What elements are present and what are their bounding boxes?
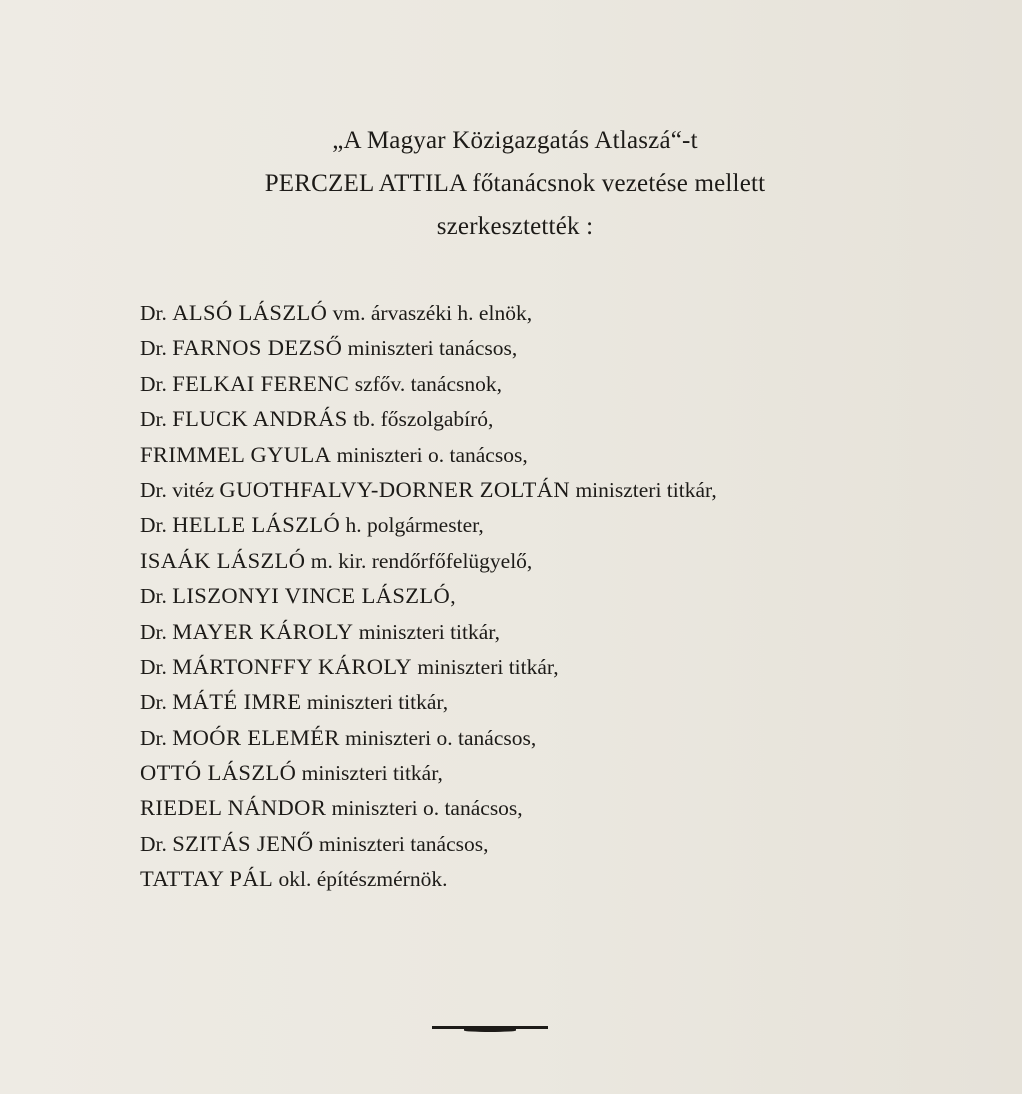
editor-name: MÁRTONFFY KÁROLY [172,653,412,679]
editor-title: miniszteri o. tanácsos, [326,796,523,821]
editor-title: szfőv. tanácsnok, [349,371,502,396]
editor-name: RIEDEL NÁNDOR [140,795,327,821]
editor-prefix: Dr. [140,371,173,396]
editor-title: miniszteri o. tanácsos, [339,725,537,750]
editor-list-item [140,330,717,365]
editor-name: ALSÓ LÁSZLÓ [172,300,328,325]
editor-list-item [140,826,717,861]
ornament-tip [464,1029,516,1032]
editor-prefix: Dr. [140,725,173,750]
editor-prefix: Dr. [140,690,173,715]
editor-name: FELKAI FERENC [172,370,350,396]
editor-name: LISZONYI VINCE LÁSZLÓ [172,583,451,609]
editor-name: MAYER KÁROLY [172,618,354,644]
editor-prefix: Dr. [140,513,173,538]
editor-title: miniszteri tanácsos, [342,336,518,361]
editor-title: miniszteri tanácsos, [313,831,489,856]
editor-title: , [450,584,456,609]
editor-list-item [140,295,717,330]
editor-list [140,295,717,897]
editor-name: ISAÁK LÁSZLÓ [140,547,306,573]
editor-name: FRIMMEL GYULA [140,441,332,467]
ornamental-rule-icon [432,1026,548,1038]
editor-prefix: Dr. [140,336,173,361]
editor-name: FARNOS DEZSŐ [172,335,343,361]
editor-prefix: Dr. [140,584,173,609]
editor-prefix: Dr. [140,619,173,644]
editor-list-item [140,401,717,436]
editor-prefix: Dr. [140,301,173,325]
editor-title: tb. főszolgabíró, [347,407,494,432]
editor-list-item [140,755,717,790]
editor-title: miniszteri titkár, [301,690,449,715]
editor-title: miniszteri titkár, [296,761,443,786]
editor-list-item [140,543,717,578]
heading-atlas-title: „A Magyar Közigazgatás Atlaszá“-t [332,127,698,154]
editor-list-item [140,437,717,472]
editor-list-item [140,366,717,401]
editor-list-item [140,578,717,613]
editor-list-item [140,614,717,649]
editor-name: MOÓR ELEMÉR [172,724,340,750]
editor-name: HELLE LÁSZLÓ [172,512,341,538]
editor-name: MÁTÉ IMRE [172,689,302,715]
editor-name: OTTÓ LÁSZLÓ [140,760,297,786]
editor-title: miniszteri titkár, [570,477,717,502]
editor-title: miniszteri titkár, [411,654,559,679]
editor-list-item [140,507,717,542]
editor-name: SZITÁS JENŐ [172,830,314,856]
editor-name: GUOTHFALVY-DORNER ZOLTÁN [219,476,571,502]
editor-title: okl. építészmérnök. [273,867,448,892]
editor-list-item [140,861,717,896]
editor-title: miniszteri o. tanácsos, [331,442,528,467]
heading-edited-by: szerkesztették : [436,213,594,240]
editor-title: h. polgármester, [340,513,484,538]
editor-prefix: Dr. [140,831,173,856]
editor-title: m. kir. rendőrfőfelügyelő, [305,548,533,573]
editor-title: miniszteri titkár, [353,619,500,644]
editor-title: vm. árvaszéki h. elnök, [327,301,533,325]
heading-chief-editor: PERCZEL ATTILA főtanácsnok vezetése mellett [264,170,766,197]
editor-prefix: Dr. [140,654,173,679]
editor-list-item [140,790,717,825]
editor-list-item [140,684,717,719]
editor-list-item [140,649,717,684]
editor-name: FLUCK ANDRÁS [172,406,348,432]
editor-prefix: Dr. vitéz [140,477,220,502]
editor-list-item [140,472,717,507]
editor-name: TATTAY PÁL [140,866,274,892]
editor-list-item [140,720,717,755]
editor-prefix: Dr. [140,407,173,432]
